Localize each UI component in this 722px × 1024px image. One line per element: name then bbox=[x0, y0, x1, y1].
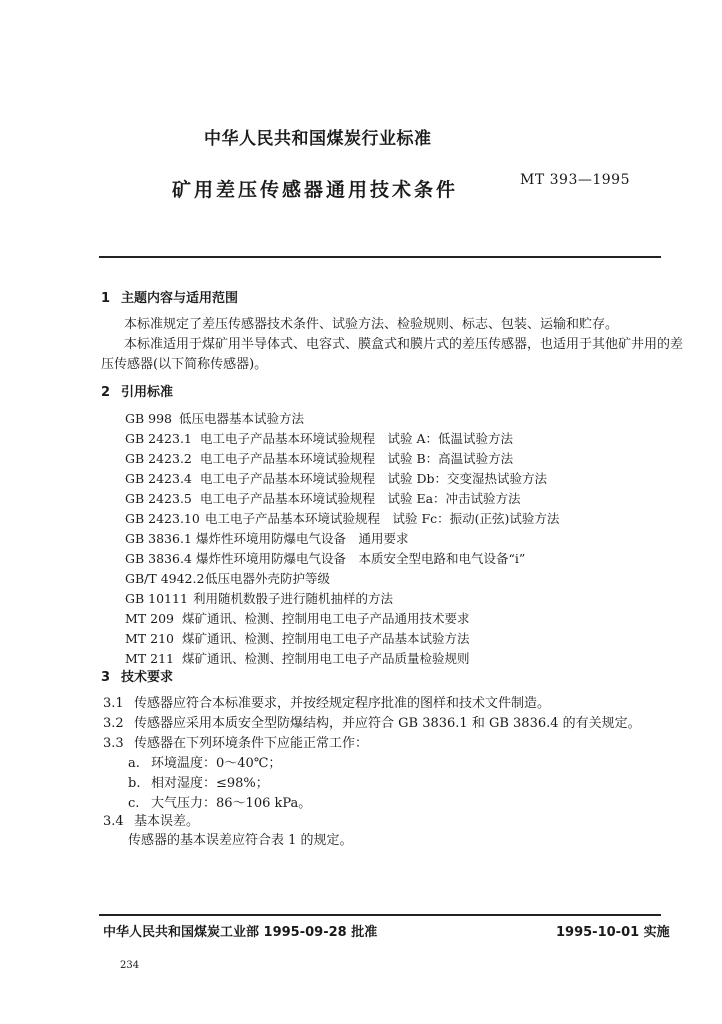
condition-item bbox=[128, 772, 269, 791]
section-3-heading bbox=[101, 666, 173, 685]
reference-item bbox=[125, 469, 547, 487]
reference-item bbox=[125, 429, 513, 447]
reference-title: 利用随机数骰子进行随机抽样的方法 bbox=[193, 591, 394, 606]
reference-title: 煤矿通讯、检测、控制用电工电子产品基本试验方法 bbox=[182, 631, 470, 646]
condition-text: 大气压力：86～106 kPa。 bbox=[151, 796, 312, 811]
condition-item bbox=[128, 792, 311, 811]
clause-number: 3.3 bbox=[103, 736, 124, 751]
clause-number: 3.1 bbox=[103, 696, 124, 711]
reference-item bbox=[125, 509, 559, 527]
clause-item bbox=[103, 810, 199, 829]
approval-line: 中华人民共和国煤炭工业部 1995-09-28 批准 bbox=[103, 925, 378, 940]
standard-code: MT 393—1995 bbox=[520, 172, 630, 188]
reference-title: 煤矿通讯、检测、控制用电工电子产品质量检验规则 bbox=[182, 651, 470, 666]
section-1-number: 1 bbox=[101, 291, 111, 306]
reference-item bbox=[125, 569, 330, 587]
section-1-title: 主题内容与适用范围 bbox=[121, 291, 239, 306]
condition-mark: b. bbox=[128, 776, 141, 791]
reference-code: GB 10111 bbox=[125, 591, 188, 606]
section-3-title: 技术要求 bbox=[121, 670, 174, 685]
effective-date: 1995-10-01 实施 bbox=[556, 925, 670, 940]
reference-item bbox=[125, 649, 470, 667]
reference-item bbox=[125, 589, 393, 607]
reference-code: GB 2423.4 bbox=[125, 471, 192, 486]
reference-code: GB/T 4942.2 bbox=[125, 571, 205, 586]
section-1-heading bbox=[101, 287, 238, 306]
section-2-heading bbox=[101, 381, 173, 400]
reference-title: 电工电子产品基本环境试验规程 试验 A：低温试验方法 bbox=[200, 431, 514, 446]
clause-number: 3.4 bbox=[103, 814, 124, 829]
clause-text: 基本误差。 bbox=[134, 814, 200, 829]
section-2-title: 引用标准 bbox=[121, 385, 174, 400]
clause-body: 传感器的基本误差应符合表 1 的规定。 bbox=[128, 833, 353, 848]
reference-code: GB 2423.10 bbox=[125, 511, 200, 526]
reference-title: 电工电子产品基本环境试验规程 试验 Ea：冲击试验方法 bbox=[200, 491, 521, 506]
reference-code: GB 3836.4 bbox=[125, 551, 192, 566]
reference-item bbox=[125, 449, 513, 467]
section-2-number: 2 bbox=[101, 385, 111, 400]
header-divider bbox=[99, 256, 661, 258]
reference-code: MT 209 bbox=[125, 611, 174, 626]
reference-item bbox=[125, 529, 409, 547]
condition-mark: a. bbox=[128, 756, 140, 771]
clause-number: 3.2 bbox=[103, 716, 124, 731]
reference-title: 爆炸性环境用防爆电气设备 通用要求 bbox=[196, 531, 409, 546]
condition-text: 环境温度：0～40℃； bbox=[151, 756, 282, 771]
clause-text: 传感器应符合本标准要求，并按经规定程序批准的图样和技术文件制造。 bbox=[134, 696, 551, 711]
reference-item bbox=[125, 489, 521, 507]
reference-code: GB 2423.5 bbox=[125, 491, 192, 506]
reference-code: GB 998 bbox=[125, 411, 173, 426]
reference-item bbox=[125, 609, 470, 627]
reference-title: 电工电子产品基本环境试验规程 试验 B：高温试验方法 bbox=[200, 451, 514, 466]
condition-text: 相对湿度：≤98%； bbox=[151, 776, 269, 791]
clause-item bbox=[103, 712, 641, 731]
reference-code: GB 3836.1 bbox=[125, 531, 192, 546]
reference-item bbox=[125, 629, 470, 647]
reference-title: 低压电器外壳防护等级 bbox=[205, 571, 331, 586]
reference-title: 煤矿通讯、检测、控制用电工电子产品通用技术要求 bbox=[182, 611, 470, 626]
section-1-paragraph-2b: 压传感器(以下简称传感器)。 bbox=[101, 357, 268, 372]
document-title: 矿用差压传感器通用技术条件 bbox=[172, 179, 459, 201]
reference-title: 电工电子产品基本环境试验规程 试验 Db：交变湿热试验方法 bbox=[200, 471, 547, 486]
reference-item bbox=[125, 409, 304, 427]
page-number: 234 bbox=[120, 960, 140, 971]
reference-title: 爆炸性环境用防爆电气设备 本质安全型电路和电气设备“i” bbox=[196, 551, 526, 566]
reference-item bbox=[125, 549, 525, 567]
section-3-number: 3 bbox=[101, 670, 111, 685]
reference-code: MT 211 bbox=[125, 651, 174, 666]
clause-text: 传感器在下列环境条件下应能正常工作： bbox=[134, 736, 369, 751]
condition-item bbox=[128, 752, 281, 771]
reference-code: GB 2423.2 bbox=[125, 451, 192, 466]
issuing-organization: 中华人民共和国煤炭行业标准 bbox=[204, 129, 432, 149]
reference-code: GB 2423.1 bbox=[125, 431, 192, 446]
reference-title: 电工电子产品基本环境试验规程 试验 Fc：振动(正弦)试验方法 bbox=[205, 511, 560, 526]
footer-divider bbox=[99, 914, 661, 916]
condition-mark: c. bbox=[128, 796, 140, 811]
section-1-paragraph-1: 本标准规定了差压传感器技术条件、试验方法、检验规则、标志、包装、运输和贮存。 bbox=[124, 317, 619, 332]
reference-code: MT 210 bbox=[125, 631, 174, 646]
clause-text: 传感器应采用本质安全型防爆结构，并应符合 GB 3836.1 和 GB 3836.4 的有关规定。 bbox=[134, 716, 641, 731]
section-1-paragraph-2a: 本标准适用于煤矿用半导体式、电容式、膜盒式和膜片式的差压传感器，也适用于其他矿井用的差 bbox=[124, 337, 684, 352]
clause-item bbox=[103, 692, 550, 711]
clause-item bbox=[103, 732, 368, 751]
reference-title: 低压电器基本试验方法 bbox=[179, 411, 305, 426]
